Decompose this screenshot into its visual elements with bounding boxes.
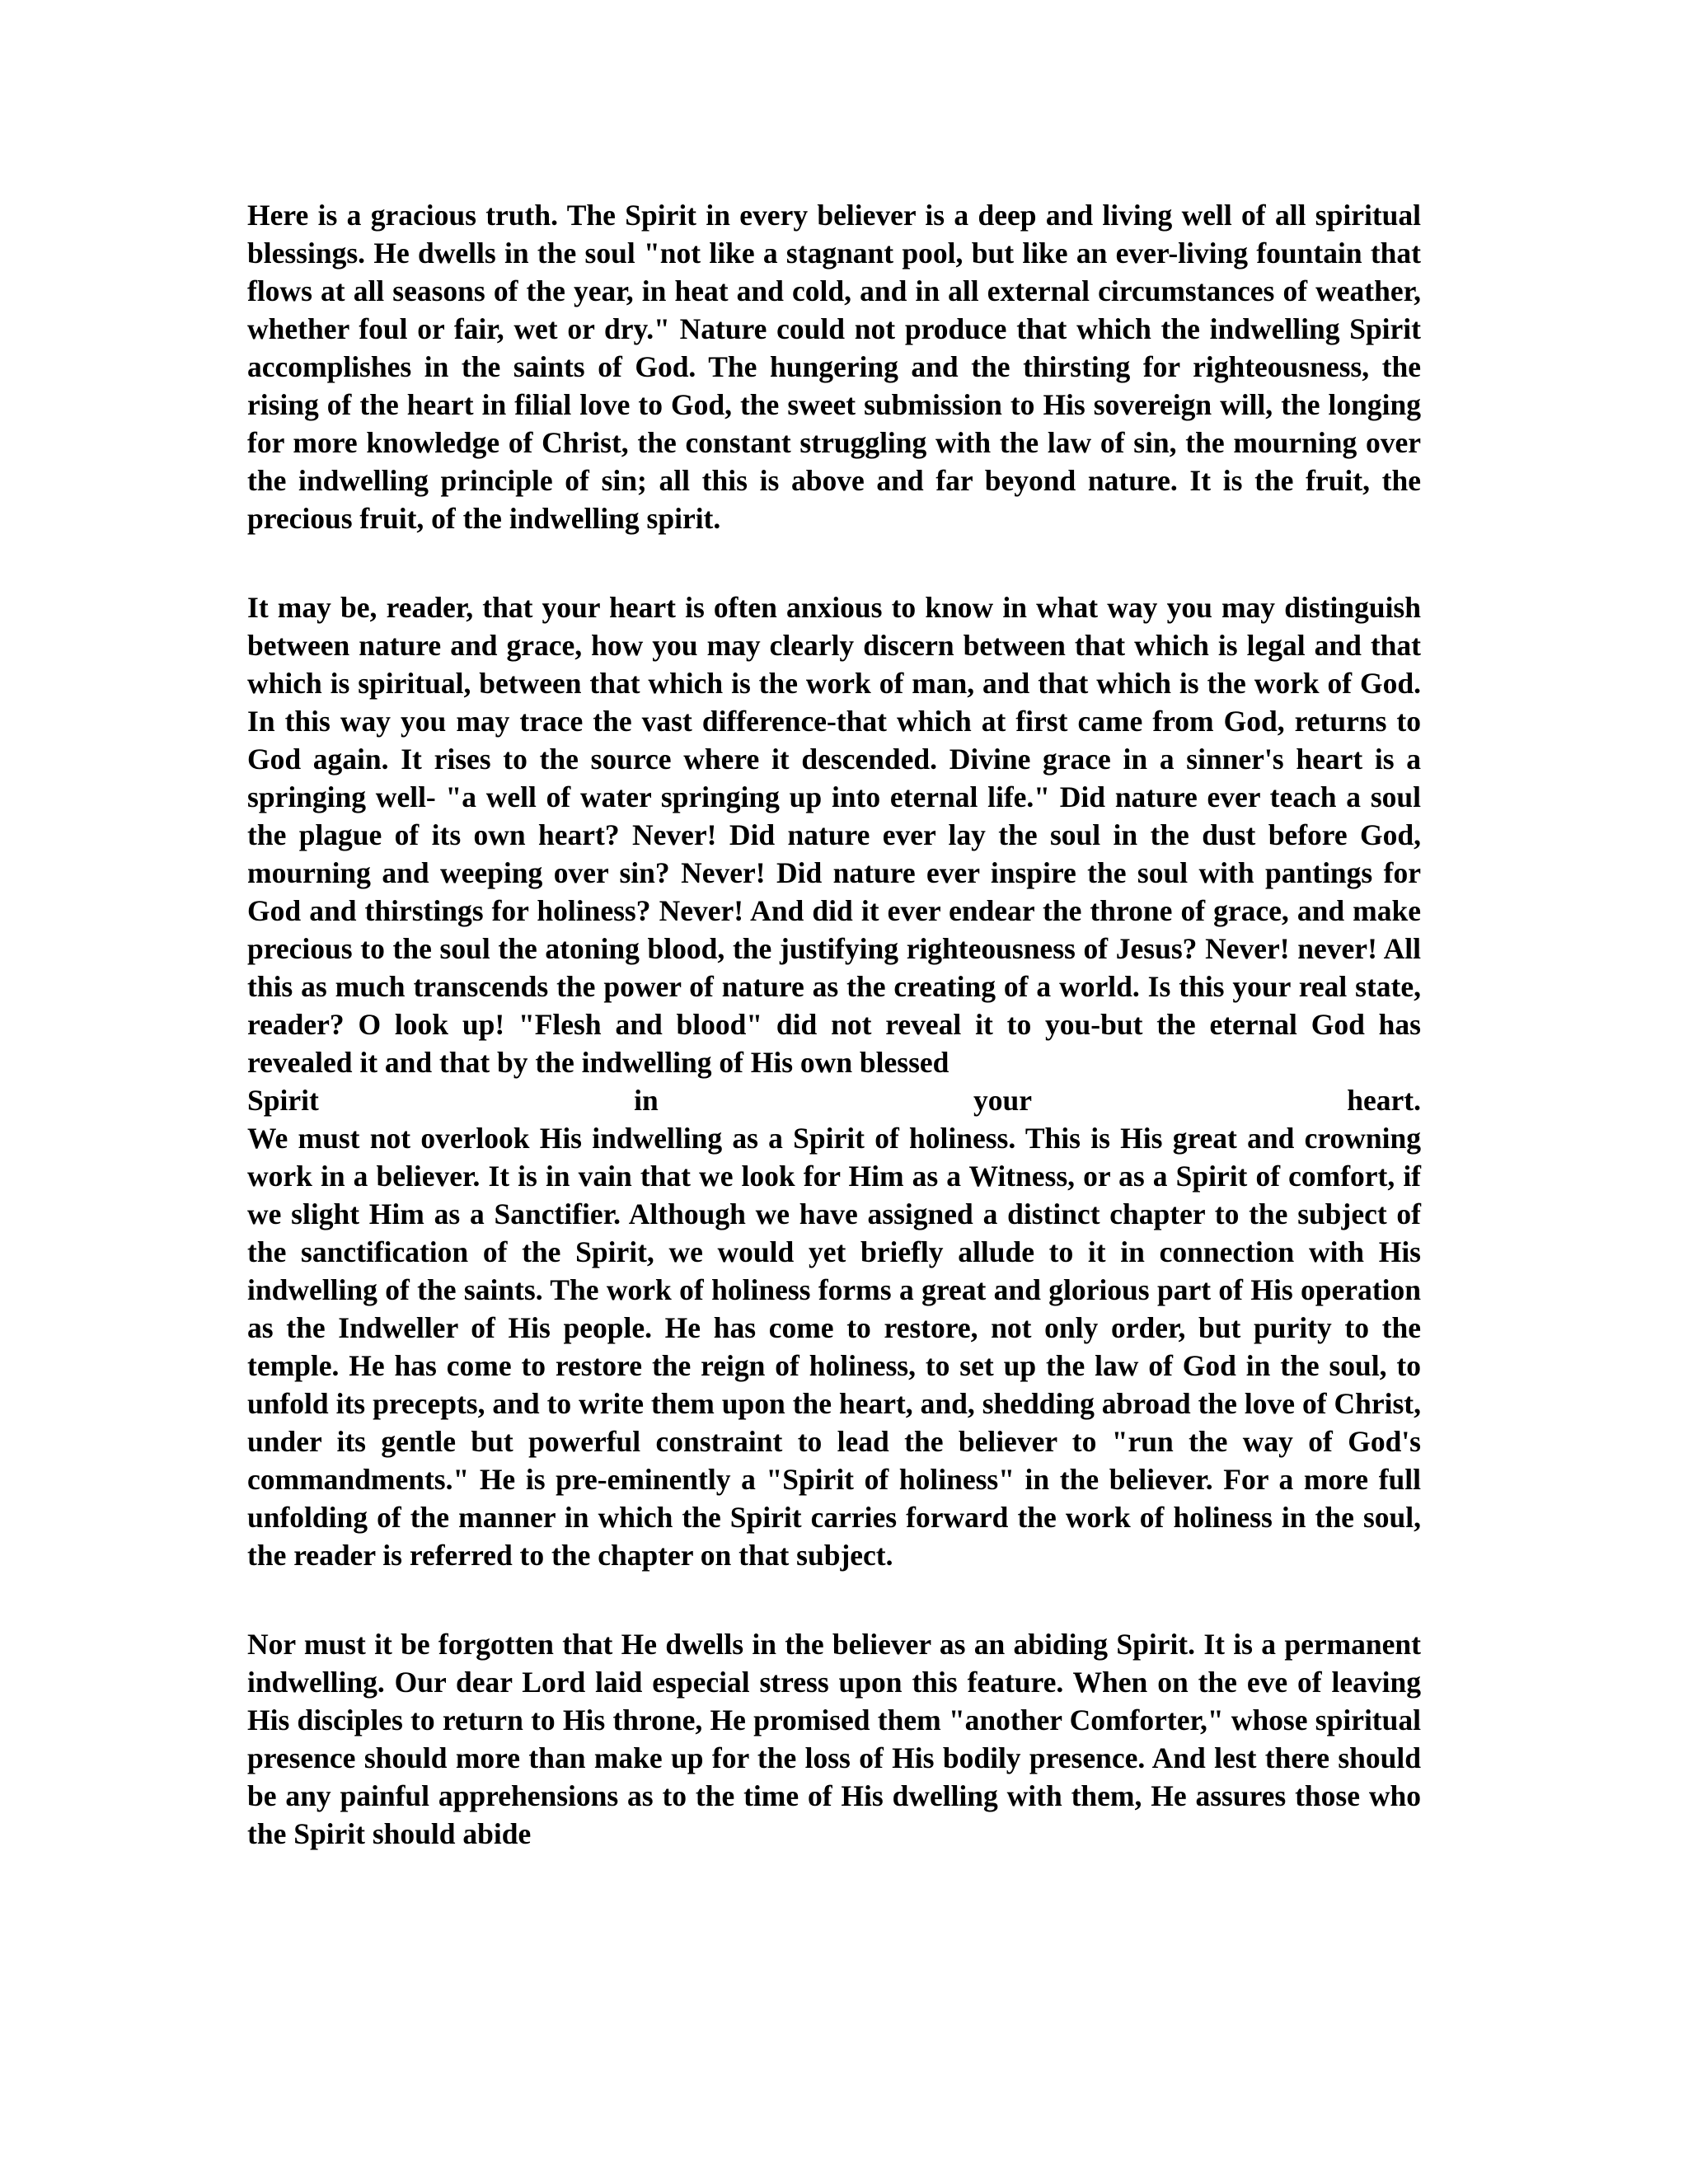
last-line-word-3: your bbox=[973, 1084, 1032, 1117]
last-line-word-4: heart. bbox=[1347, 1084, 1421, 1117]
document-page bbox=[247, 196, 1421, 1853]
paragraph-2-last-line bbox=[247, 1081, 1421, 1119]
last-line-word-2: in bbox=[634, 1084, 659, 1117]
paragraph-3: We must not overlook His indwelling as a Spirit of holiness. This is His great and crowning work in a believer. It is in vain that we look for Him as a Witness, or as a Spirit of comfort, if we slight Him as a Sanctifier. Although we have assigned a distinct chapter to the subject of the sanctification of the Spirit, we would yet briefly allude to it in connection with His indwelling of the saints. The work of holiness forms a great and glorious part of His operation as the Indweller of His people. He has come to restore, not only order, but purity to the temple. He has come to restore the reign of holiness, to set up the law of God in the soul, to unfold its precepts, and to write them upon the heart, and, shedding abroad the love of Christ, under its gentle but powerful constraint to lead the believer to "run the way of God's commandments." He is pre-eminently a "Spirit of holiness" in the believer. For a more full unfolding of the manner in which the Spirit carries forward the work of holiness in the soul, the reader is referred to the chapter on that subject. bbox=[247, 1122, 1421, 1572]
paragraph-2: It may be, reader, that your heart is often anxious to know in what way you may distinguish between nature and grace, how you may clearly discern between that which is legal and that which is spiritual, between that which is the work of man, and that which is the work of God. In this way you may trace the vast difference-that which at first came from God, returns to God again. It rises to the source where it descended. Divine grace in a sinner's heart is a springing well- "a well of water springing up into eternal life." Did nature ever teach a soul the plague of its own heart? Never! Did nature ever lay the soul in the dust before God, mourning and weeping over sin? Never! Did nature ever inspire the soul with pantings for God and thirstings for holiness? Never! And did it ever endear the throne of grace, and make precious to the soul the atoning blood, the justifying righteousness of Jesus? Never! never! All this as much transcends the power of nature as the creating of a world. Is this your real state, reader? O look up! "Flesh and blood" did not reveal it to you-but the eternal God has revealed it and that by the indwelling of His own blessed bbox=[247, 591, 1421, 1079]
last-line-word-1: Spirit bbox=[247, 1084, 319, 1117]
paragraph-4: Nor must it be forgotten that He dwells in the believer as an abiding Spirit. It is a permanent indwelling. Our dear Lord laid especial stress upon this feature. When on the eve of leaving His disciples to return to His throne, He promised them "another Comforter," whose spiritual presence should more than make up for the loss of His bodily presence. And lest there should be any painful apprehensions as to the time of His dwelling with them, He assures those who the Spirit should abide bbox=[247, 1628, 1421, 1850]
paragraph-1: Here is a gracious truth. The Spirit in every believer is a deep and living well of all spiritual blessings. He dwells in the soul "not like a stagnant pool, but like an ever-living fountain that flows at all seasons of the year, in heat and cold, and in all external circumstances of weather, whether foul or fair, wet or dry." Nature could not produce that which the indwelling Spirit accomplishes in the saints of God. The hungering and the thirsting for righteousness, the rising of the heart in filial love to God, the sweet submission to His sovereign will, the longing for more knowledge of Christ, the constant struggling with the law of sin, the mourning over the indwelling principle of sin; all this is above and far beyond nature. It is the fruit, the precious fruit, of the indwelling spirit. bbox=[247, 199, 1421, 535]
